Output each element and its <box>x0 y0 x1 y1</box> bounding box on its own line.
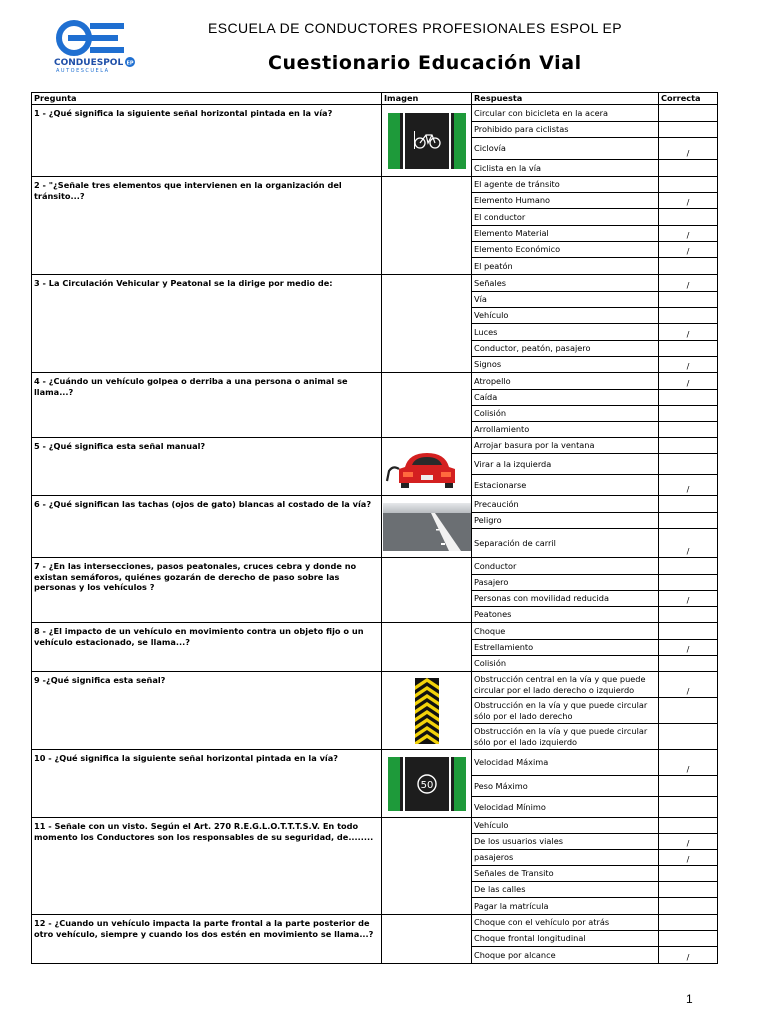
answer-text: pasajeros <box>472 850 659 866</box>
table-header-row <box>32 93 718 105</box>
bike-lane-marking-image <box>388 113 466 169</box>
correct-mark <box>659 818 718 834</box>
correct-mark <box>659 575 718 591</box>
correct-mark: / <box>659 591 718 607</box>
logo-badge: EP <box>126 60 134 67</box>
correct-mark: / <box>659 850 718 866</box>
logo-text: CONDUESPOL <box>54 58 124 68</box>
correct-mark <box>659 698 718 724</box>
correct-mark <box>659 797 718 818</box>
correct-mark <box>659 308 718 324</box>
answer-row <box>32 275 718 292</box>
correct-mark <box>659 623 718 640</box>
correct-mark <box>659 122 718 138</box>
question-text: 2 - "¿Señale tres elementos que intervienen en la organización del tránsito...? <box>32 177 382 275</box>
answer-text: De las calles <box>472 882 659 898</box>
correct-mark <box>659 724 718 750</box>
answer-text: Pasajero <box>472 575 659 591</box>
correct-mark: / <box>659 947 718 964</box>
answer-text: Ciclovía <box>472 138 659 160</box>
answer-text: Arrojar basura por la ventana <box>472 438 659 454</box>
answer-text: El agente de tránsito <box>472 177 659 193</box>
answer-row <box>32 373 718 390</box>
answer-text: De los usuarios viales <box>472 834 659 850</box>
answer-text: Personas con movilidad reducida <box>472 591 659 607</box>
road-reflectors-image <box>383 503 471 551</box>
chevron-obstruction-sign-image <box>415 678 439 744</box>
question-image-cell <box>382 105 472 177</box>
correct-mark <box>659 292 718 308</box>
question-text: 3 - La Circulación Vehicular y Peatonal se la dirige por medio de: <box>32 275 382 373</box>
header-imagen: Imagen <box>382 93 472 105</box>
header-respuesta: Respuesta <box>472 93 659 105</box>
correct-mark <box>659 406 718 422</box>
answer-text: Obstrucción en la vía y que puede circular sólo por el lado derecho <box>472 698 659 724</box>
car-hand-signal-image <box>385 445 469 489</box>
answer-text: Separación de carril <box>472 529 659 558</box>
answer-text: Luces <box>472 324 659 341</box>
correct-mark <box>659 898 718 915</box>
correct-mark: / <box>659 529 718 558</box>
correct-mark <box>659 209 718 226</box>
answer-row <box>32 105 718 122</box>
answer-text: Obstrucción central en la vía y que puede circular por el lado derecho o izquierdo <box>472 672 659 698</box>
correct-mark <box>659 496 718 513</box>
questionnaire-table <box>31 92 718 964</box>
answer-text: El conductor <box>472 209 659 226</box>
answer-text: El peatón <box>472 258 659 275</box>
correct-mark: / <box>659 475 718 496</box>
answer-text: Señales de Transito <box>472 866 659 882</box>
correct-mark <box>659 607 718 623</box>
correct-mark: / <box>659 193 718 209</box>
answer-text: Precaución <box>472 496 659 513</box>
correct-mark: / <box>659 324 718 341</box>
answer-row <box>32 496 718 513</box>
correct-mark <box>659 258 718 275</box>
answer-text: Choque <box>472 623 659 640</box>
answer-text: Choque por alcance <box>472 947 659 964</box>
answer-text: Elemento Humano <box>472 193 659 209</box>
correct-mark: / <box>659 672 718 698</box>
correct-mark <box>659 656 718 672</box>
answer-text: Choque con el vehículo por atrás <box>472 915 659 931</box>
header-pregunta: Pregunta <box>32 93 382 105</box>
speed-number: 50 <box>420 779 433 791</box>
question-image-cell <box>382 275 472 373</box>
correct-mark <box>659 438 718 454</box>
school-name: ESCUELA DE CONDUCTORES PROFESIONALES ESPOL EP <box>208 20 622 36</box>
answer-text: Velocidad Máxima <box>472 750 659 776</box>
answer-row <box>32 438 718 454</box>
answer-text: Estacionarse <box>472 475 659 496</box>
correct-mark: / <box>659 138 718 160</box>
question-image-cell <box>382 750 472 818</box>
correct-mark <box>659 341 718 357</box>
answer-row <box>32 818 718 834</box>
answer-text: Peligro <box>472 513 659 529</box>
answer-text: Atropello <box>472 373 659 390</box>
question-text: 7 - ¿En las intersecciones, pasos peatonales, cruces cebra y donde no existan semáforos, quiénes gozarán de derecho de paso sobre las personas y los vehículos ? <box>32 558 382 623</box>
answer-text: Peso Máximo <box>472 776 659 797</box>
correct-mark: / <box>659 242 718 258</box>
answer-text: Peatones <box>472 607 659 623</box>
question-text: 6 - ¿Qué significan las tachas (ojos de gato) blancas al costado de la vía? <box>32 496 382 558</box>
question-text: 8 - ¿El impacto de un vehículo en movimiento contra un objeto fijo o un vehículo estacionado, se llama...? <box>32 623 382 672</box>
correct-mark <box>659 390 718 406</box>
correct-mark <box>659 915 718 931</box>
answer-row <box>32 558 718 575</box>
correct-mark <box>659 931 718 947</box>
correct-mark <box>659 776 718 797</box>
answer-text: Vía <box>472 292 659 308</box>
question-image-cell <box>382 623 472 672</box>
correct-mark: / <box>659 834 718 850</box>
answer-row <box>32 750 718 776</box>
correct-mark <box>659 558 718 575</box>
speed-marking-image <box>388 757 466 811</box>
answer-row <box>32 177 718 193</box>
answer-text: Colisión <box>472 656 659 672</box>
answer-text: Velocidad Mínimo <box>472 797 659 818</box>
correct-mark: / <box>659 226 718 242</box>
question-image-cell <box>382 373 472 438</box>
correct-mark <box>659 177 718 193</box>
question-image-cell <box>382 818 472 915</box>
answer-text: Caída <box>472 390 659 406</box>
correct-mark <box>659 513 718 529</box>
question-image-cell <box>382 558 472 623</box>
answer-text: Pagar la matrícula <box>472 898 659 915</box>
question-text: 12 - ¿Cuando un vehículo impacta la parte frontal a la parte posterior de otro vehículo, siempre y cuando los dos estén en movimiento se llama...? <box>32 915 382 964</box>
correct-mark <box>659 105 718 122</box>
answer-text: Vehículo <box>472 818 659 834</box>
correct-mark <box>659 882 718 898</box>
header-correcta: Correcta <box>659 93 718 105</box>
question-text: 10 - ¿Qué significa la siguiente señal horizontal pintada en la vía? <box>32 750 382 818</box>
page-number: 1 <box>686 992 693 1006</box>
answer-text: Conductor, peatón, pasajero <box>472 341 659 357</box>
answer-text: Prohibido para ciclistas <box>472 122 659 138</box>
question-text: 4 - ¿Cuándo un vehículo golpea o derriba a una persona o animal se llama...? <box>32 373 382 438</box>
question-text: 11 - Señale con un visto. Según el Art. 270 R.E.G.L.O.T.T.T.S.V. En todo momento los Conductores son los responsables de su seguridad, de........ <box>32 818 382 915</box>
question-image-cell <box>382 672 472 750</box>
correct-mark: / <box>659 750 718 776</box>
conduespol-logo <box>52 18 162 74</box>
answer-text: Vehículo <box>472 308 659 324</box>
answer-text: Elemento Económico <box>472 242 659 258</box>
question-image-cell <box>382 496 472 558</box>
question-image-cell <box>382 438 472 496</box>
logo-subtext: AUTOESCUELA <box>56 68 110 74</box>
correct-mark: / <box>659 275 718 292</box>
question-text: 1 - ¿Qué significa la siguiente señal horizontal pintada en la vía? <box>32 105 382 177</box>
correct-mark: / <box>659 640 718 656</box>
answer-text: Estrellamiento <box>472 640 659 656</box>
answer-text: Colisión <box>472 406 659 422</box>
answer-text: Circular con bicicleta en la acera <box>472 105 659 122</box>
correct-mark <box>659 422 718 438</box>
answer-text: Obstrucción en la vía y que puede circular sólo por el lado izquierdo <box>472 724 659 750</box>
answer-text: Arrollamiento <box>472 422 659 438</box>
correct-mark <box>659 160 718 177</box>
correct-mark <box>659 866 718 882</box>
answer-text: Signos <box>472 357 659 373</box>
correct-mark: / <box>659 373 718 390</box>
correct-mark: / <box>659 357 718 373</box>
answer-text: Virar a la izquierda <box>472 454 659 475</box>
answer-row <box>32 672 718 698</box>
page-title: Cuestionario Educación Vial <box>268 52 582 74</box>
answer-row <box>32 623 718 640</box>
answer-row <box>32 915 718 931</box>
answer-text: Ciclista en la vía <box>472 160 659 177</box>
answer-text: Elemento Material <box>472 226 659 242</box>
answer-text: Señales <box>472 275 659 292</box>
question-image-cell <box>382 915 472 964</box>
correct-mark <box>659 454 718 475</box>
answer-text: Choque frontal longitudinal <box>472 931 659 947</box>
question-image-cell <box>382 177 472 275</box>
question-text: 5 - ¿Qué significa esta señal manual? <box>32 438 382 496</box>
answer-text: Conductor <box>472 558 659 575</box>
question-text: 9 -¿Qué significa esta señal? <box>32 672 382 750</box>
